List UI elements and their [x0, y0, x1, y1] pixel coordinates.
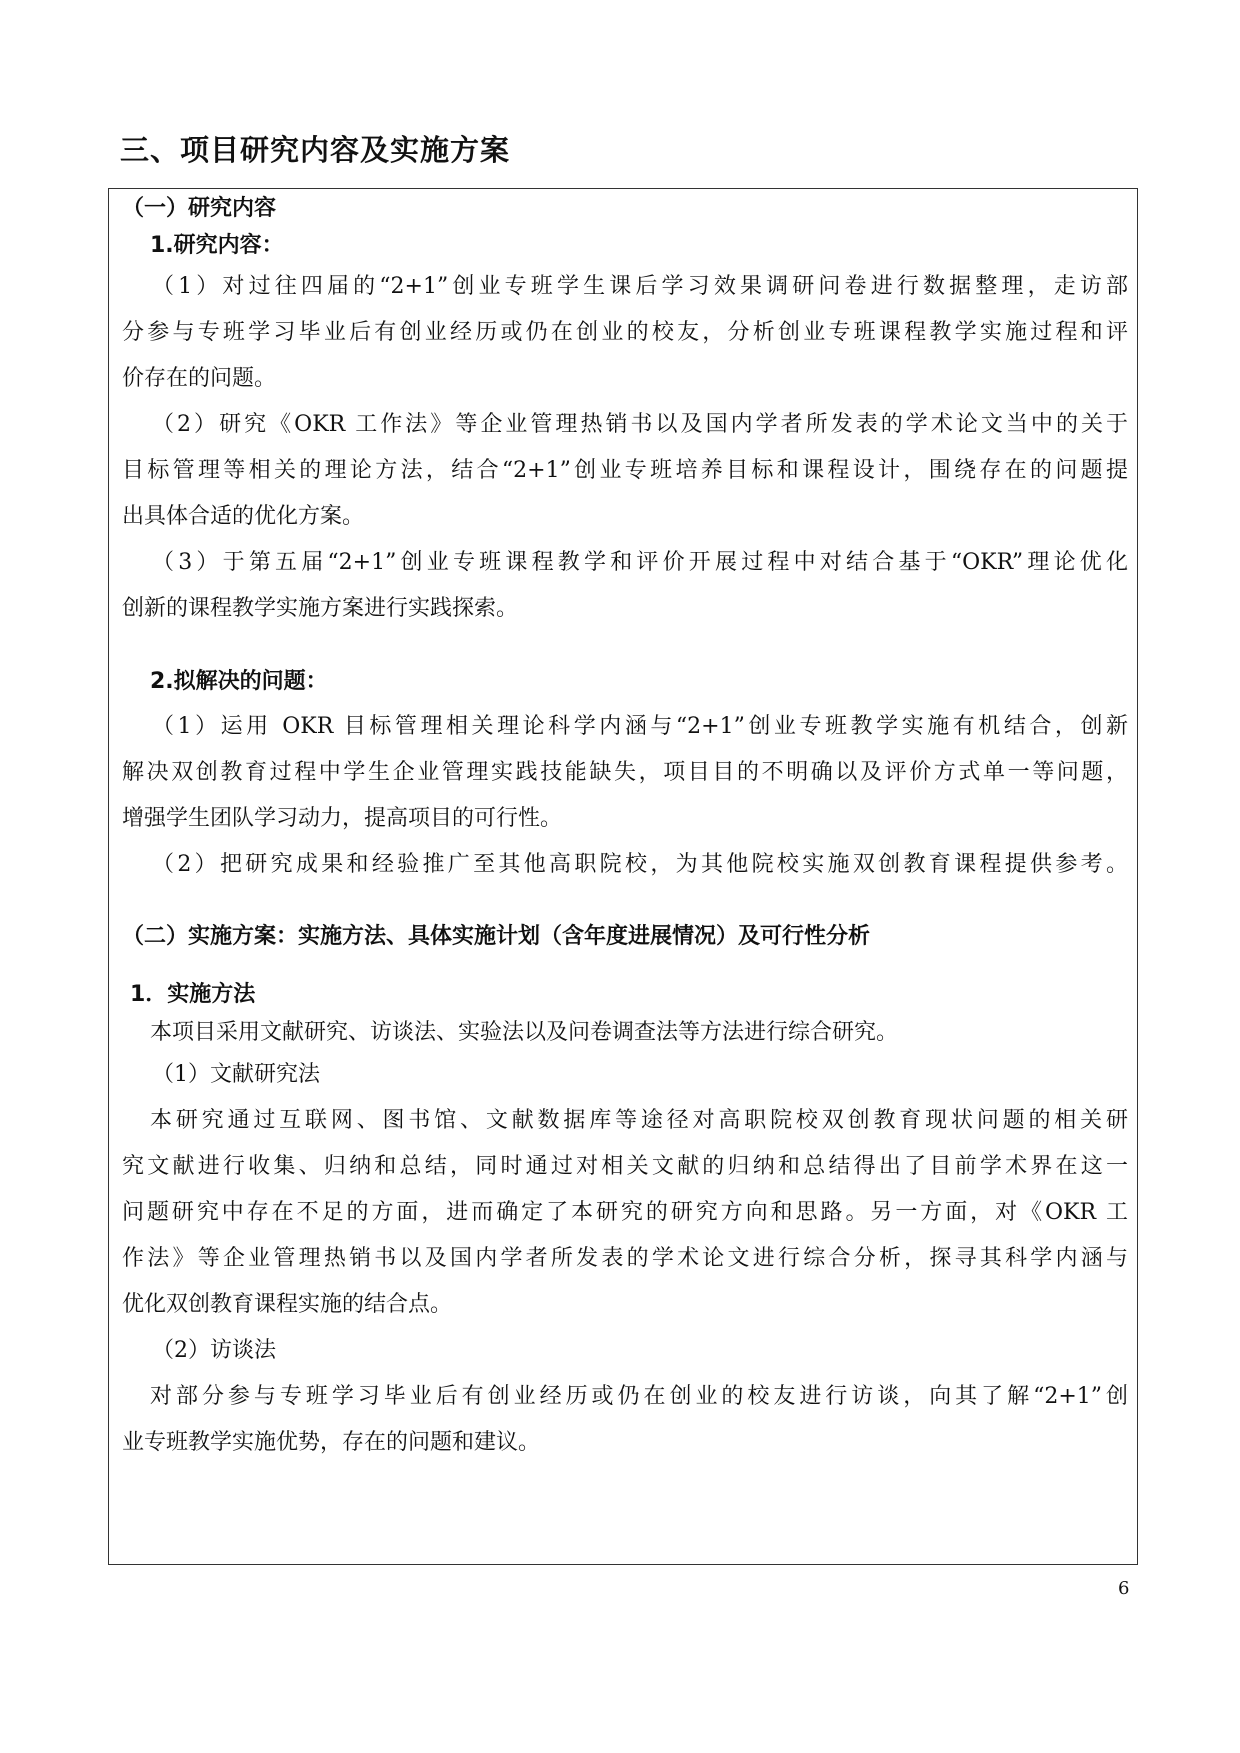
paragraph-line: （2）研究《OKR 工作法》等企业管理热销书以及国内学者所发表的学术论文当中的关于 [152, 412, 1128, 437]
paragraph-line: 创新的课程教学实施方案进行实践探索。 [122, 596, 519, 621]
paragraph-line: 解决双创教育过程中学生企业管理实践技能缺失，项目目的不明确以及评价方式单一等问题， [122, 760, 1128, 785]
paragraph-line: （2）访谈法 [152, 1338, 276, 1363]
paragraph-line: 本项目采用文献研究、访谈法、实验法以及问卷调查法等方法进行综合研究。 [150, 1020, 899, 1045]
section-title: 三、项目研究内容及实施方案 [120, 133, 511, 167]
paragraph-line: 价存在的问题。 [122, 366, 277, 391]
paragraph-line: 分参与专班学习毕业后有创业经历或仍在创业的校友，分析创业专班课程教学实施过程和评 [122, 320, 1128, 345]
paragraph-line: 出具体合适的优化方案。 [122, 504, 365, 529]
paragraph-line: （1）对过往四届的“2+1”创业专班学生课后学习效果调研问卷进行数据整理，走访部 [152, 274, 1128, 299]
paragraph-line: 问题研究中存在不足的方面，进而确定了本研究的研究方向和思路。另一方面，对《OKR 工 [122, 1200, 1128, 1225]
subsection-heading: （二）实施方案：实施方法、具体实施计划（含年度进展情况）及可行性分析 [122, 924, 871, 949]
paragraph-line: 作法》等企业管理热销书以及国内学者所发表的学术论文进行综合分析，探寻其科学内涵与 [122, 1246, 1128, 1271]
paragraph-line: 增强学生团队学习动力，提高项目的可行性。 [122, 806, 563, 831]
paragraph-line: 优化双创教育课程实施的结合点。 [122, 1292, 453, 1317]
page-number: 6 [1118, 1578, 1130, 1599]
paragraph-line: 究文献进行收集、归纳和总结，同时通过对相关文献的归纳和总结得出了目前学术界在这一 [122, 1154, 1128, 1179]
paragraph-line: （1）文献研究法 [152, 1062, 320, 1087]
subsection-heading: （一）研究内容 [122, 196, 277, 221]
paragraph-line: 业专班教学实施优势，存在的问题和建议。 [122, 1430, 541, 1455]
paragraph-line: （1）运用 OKR 目标管理相关理论科学内涵与“2+1”创业专班教学实施有机结合，创新 [152, 714, 1128, 739]
paragraph-line: 对部分参与专班学习毕业后有创业经历或仍在创业的校友进行访谈，向其了解“2+1”创 [150, 1384, 1128, 1409]
paragraph-line: （3）于第五届“2+1”创业专班课程教学和评价开展过程中对结合基于“OKR”理论优化 [152, 550, 1128, 575]
paragraph-line: （2）把研究成果和经验推广至其他高职院校，为其他院校实施双创教育课程提供参考。 [152, 852, 1128, 877]
item-heading: 1.研究内容： [150, 233, 284, 258]
paragraph-line: 本研究通过互联网、图书馆、文献数据库等途径对高职院校双创教育现状问题的相关研 [150, 1108, 1128, 1133]
item-heading: 2.拟解决的问题： [150, 669, 328, 694]
paragraph-line: 目标管理等相关的理论方法，结合“2+1”创业专班培养目标和课程设计，围绕存在的问题提 [122, 458, 1128, 483]
item-heading: 1．实施方法 [130, 982, 256, 1007]
